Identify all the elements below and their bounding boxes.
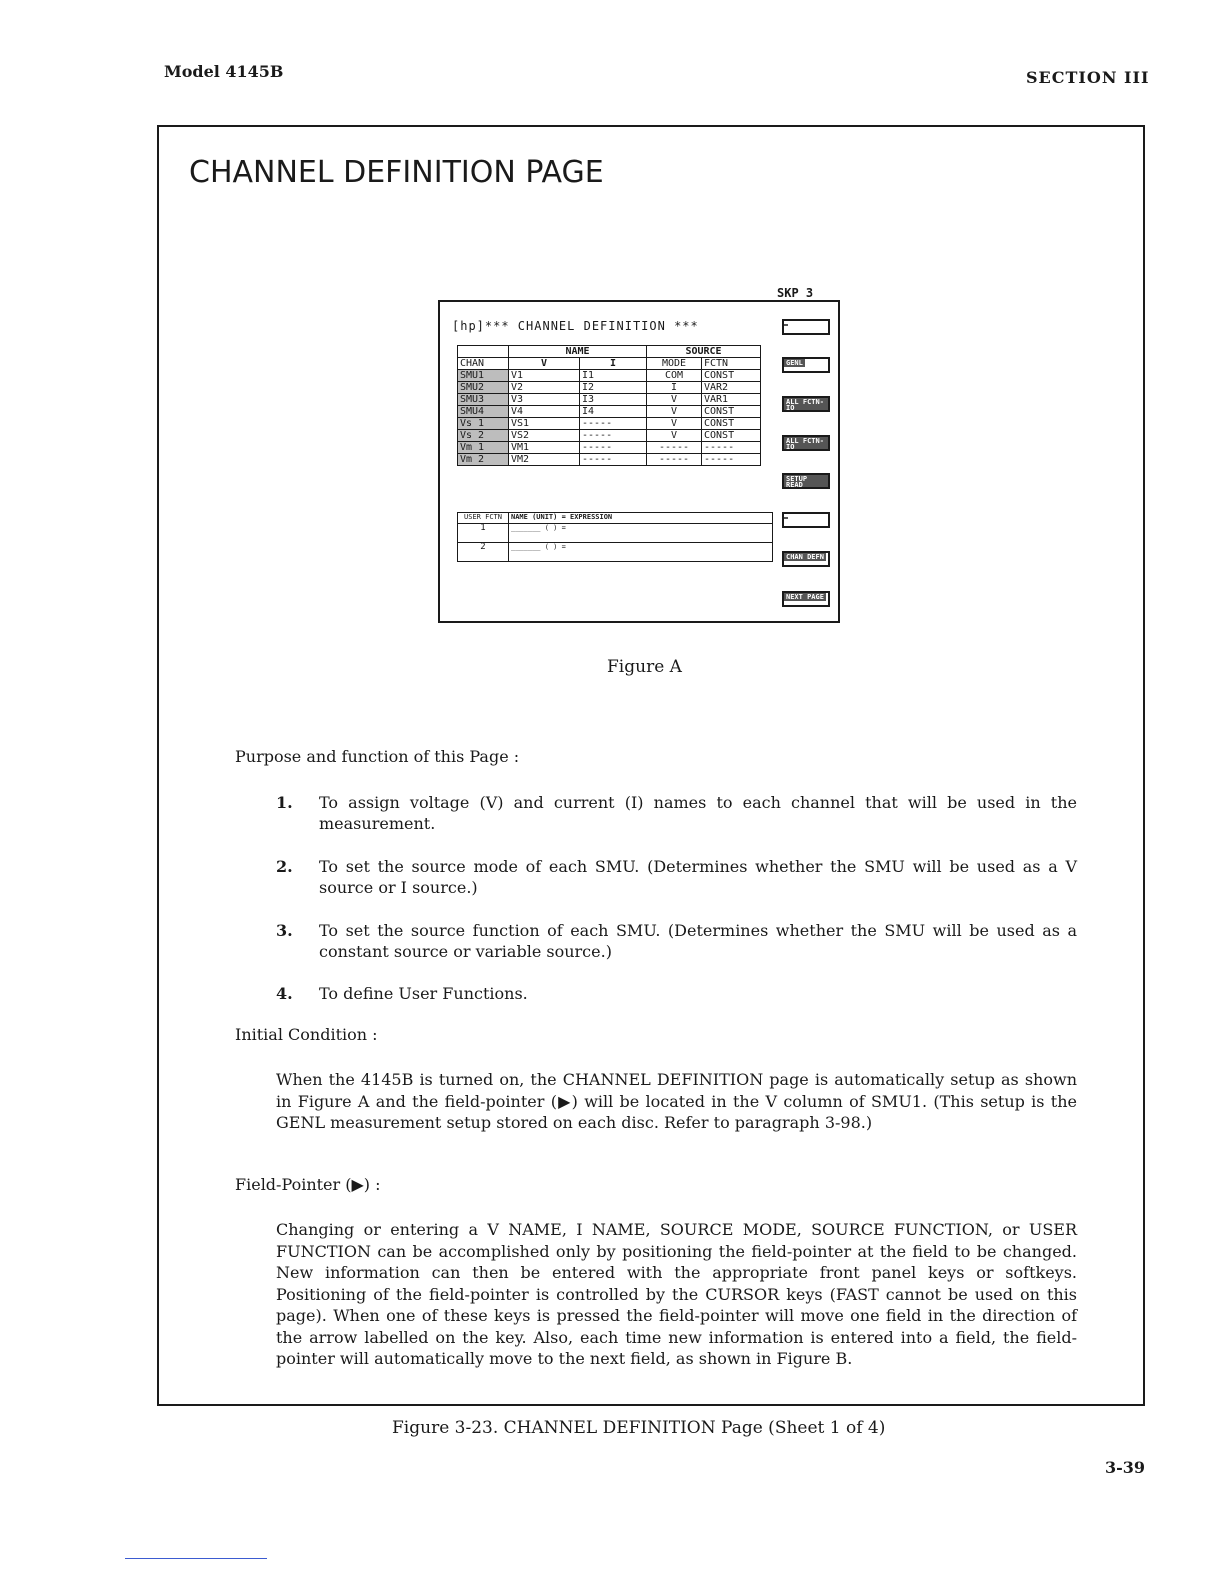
uf-expression[interactable]: _______ ( ) = bbox=[509, 543, 773, 562]
row-fctn[interactable]: VAR2 bbox=[702, 382, 761, 394]
user-function-table bbox=[457, 512, 773, 562]
row-v-name[interactable]: VS1 bbox=[509, 418, 580, 430]
row-chan: SMU1 bbox=[458, 370, 509, 382]
initial-heading: Initial Condition : bbox=[235, 1025, 378, 1044]
row-fctn: ----- bbox=[702, 442, 761, 454]
table-row bbox=[458, 454, 761, 466]
row-mode[interactable]: I bbox=[647, 382, 702, 394]
row-fctn[interactable]: VAR1 bbox=[702, 394, 761, 406]
row-mode[interactable]: V bbox=[647, 418, 702, 430]
purpose-heading: Purpose and function of this Page : bbox=[235, 747, 520, 766]
page-title: CHANNEL DEFINITION PAGE bbox=[189, 155, 604, 190]
list-item: 4. To define User Functions. bbox=[276, 984, 528, 1003]
row-mode[interactable]: COM bbox=[647, 370, 702, 382]
row-v-name[interactable]: V1 bbox=[509, 370, 580, 382]
row-chan: Vm 1 bbox=[458, 442, 509, 454]
table-row bbox=[458, 442, 761, 454]
softkey-genl[interactable]: GENL bbox=[782, 357, 830, 373]
crt-screen bbox=[438, 300, 840, 623]
softkey-6[interactable] bbox=[782, 512, 830, 528]
row-fctn: ----- bbox=[702, 454, 761, 466]
table-corner bbox=[458, 346, 509, 358]
channel-table bbox=[457, 345, 761, 466]
figure-frame bbox=[157, 125, 1145, 1406]
table-row bbox=[458, 418, 761, 430]
row-fctn[interactable]: CONST bbox=[702, 430, 761, 442]
row-v-name[interactable]: VM1 bbox=[509, 442, 580, 454]
table-row bbox=[458, 382, 761, 394]
figure-label: Figure A bbox=[607, 657, 682, 677]
initial-paragraph: When the 4145B is turned on, the CHANNEL DEFINITION page is automatically setup as shown in Figure A and the field-pointer (▶) will be located in the V column of SMU1. (This setup is the GENL measurement setup stored on each disc. Refer to paragraph 3-98.) bbox=[276, 1070, 1077, 1132]
table-row bbox=[458, 543, 773, 562]
row-mode[interactable]: V bbox=[647, 394, 702, 406]
row-v-name[interactable]: V3 bbox=[509, 394, 580, 406]
row-i-name: ----- bbox=[580, 454, 647, 466]
uf-header-label: USER FCTN bbox=[458, 513, 509, 524]
row-v-name[interactable]: VM2 bbox=[509, 454, 580, 466]
col-v-header: V bbox=[509, 358, 580, 370]
footer-line bbox=[125, 1558, 267, 1559]
row-i-name[interactable]: ----- bbox=[580, 430, 647, 442]
row-fctn[interactable]: CONST bbox=[702, 370, 761, 382]
row-mode: ----- bbox=[647, 442, 702, 454]
pointer-heading: Field-Pointer (▶) : bbox=[235, 1175, 381, 1194]
row-chan: Vs 2 bbox=[458, 430, 509, 442]
softkey-setup-read[interactable]: SETUP READ bbox=[782, 473, 830, 489]
table-row bbox=[458, 430, 761, 442]
table-row bbox=[458, 394, 761, 406]
name-group-header: NAME bbox=[509, 346, 647, 358]
list-item: 2. To set the source mode of each SMU. (Determines whether the SMU will be used as a V source or I source.) bbox=[276, 857, 1077, 897]
row-i-name[interactable]: I3 bbox=[580, 394, 647, 406]
row-v-name[interactable]: VS2 bbox=[509, 430, 580, 442]
uf-header-text: NAME (UNIT) = EXPRESSION bbox=[509, 513, 773, 524]
table-row bbox=[458, 370, 761, 382]
uf-number: 2 bbox=[458, 543, 509, 562]
row-mode: ----- bbox=[647, 454, 702, 466]
list-item: 1. To assign voltage (V) and current (I) names to each channel that will be used in the measurement. bbox=[276, 793, 1077, 833]
col-chan-header: CHAN bbox=[458, 358, 509, 370]
softkey-3[interactable]: ALL FCTN-IO bbox=[782, 396, 830, 412]
softkey-next-page[interactable]: NEXT PAGE bbox=[782, 591, 830, 607]
softkey-1[interactable] bbox=[782, 319, 830, 335]
figure-caption: Figure 3-23. CHANNEL DEFINITION Page (Sheet 1 of 4) bbox=[392, 1418, 886, 1438]
col-mode-header: MODE bbox=[647, 358, 702, 370]
row-i-name[interactable]: I2 bbox=[580, 382, 647, 394]
row-chan: Vm 2 bbox=[458, 454, 509, 466]
softkey-chan-defn[interactable]: CHAN DEFN bbox=[782, 551, 830, 567]
header-model: Model 4145B bbox=[164, 62, 284, 81]
row-mode[interactable]: V bbox=[647, 406, 702, 418]
row-i-name[interactable]: I4 bbox=[580, 406, 647, 418]
header-section: SECTION III bbox=[1026, 68, 1150, 87]
softkey-4[interactable]: ALL FCTN-IO bbox=[782, 435, 830, 451]
row-fctn[interactable]: CONST bbox=[702, 406, 761, 418]
pointer-paragraph: Changing or entering a V NAME, I NAME, SOURCE MODE, SOURCE FUNCTION, or USER FUNCTION can be accomplished only by positioning the field-pointer at the field to be changed. New information can then be entered with the appropriate front panel keys or softkeys. Positioning of the field-pointer is controlled by the CURSOR keys (FAST cannot be used on this page). When one of these keys is pressed the field-pointer will move one field in the direction of the arrow labelled on the key. Also, each time new information is entered into a field, the field-pointer will automatically move to the next field, as shown in Figure B. bbox=[276, 1220, 1077, 1368]
uf-number: 1 bbox=[458, 524, 509, 543]
row-chan: Vs 1 bbox=[458, 418, 509, 430]
row-v-name[interactable]: V2 bbox=[509, 382, 580, 394]
col-fctn-header: FCTN bbox=[702, 358, 761, 370]
page-number: 3-39 bbox=[1105, 1458, 1146, 1477]
row-fctn[interactable]: CONST bbox=[702, 418, 761, 430]
row-i-name[interactable]: I1 bbox=[580, 370, 647, 382]
row-i-name: ----- bbox=[580, 442, 647, 454]
row-i-name[interactable]: ----- bbox=[580, 418, 647, 430]
screen-title: [hp]*** CHANNEL DEFINITION *** bbox=[452, 319, 699, 333]
list-item: 3. To set the source function of each SMU. (Determines whether the SMU will be used as a constant source or variable source.) bbox=[276, 921, 1077, 961]
softkey-page-label: SKP 3 bbox=[777, 286, 814, 300]
row-chan: SMU3 bbox=[458, 394, 509, 406]
source-group-header: SOURCE bbox=[647, 346, 761, 358]
col-i-header: I bbox=[580, 358, 647, 370]
row-chan: SMU2 bbox=[458, 382, 509, 394]
row-chan: SMU4 bbox=[458, 406, 509, 418]
row-v-name[interactable]: V4 bbox=[509, 406, 580, 418]
uf-expression[interactable]: _______ ( ) = bbox=[509, 524, 773, 543]
table-row bbox=[458, 406, 761, 418]
table-row bbox=[458, 524, 773, 543]
row-mode[interactable]: V bbox=[647, 430, 702, 442]
